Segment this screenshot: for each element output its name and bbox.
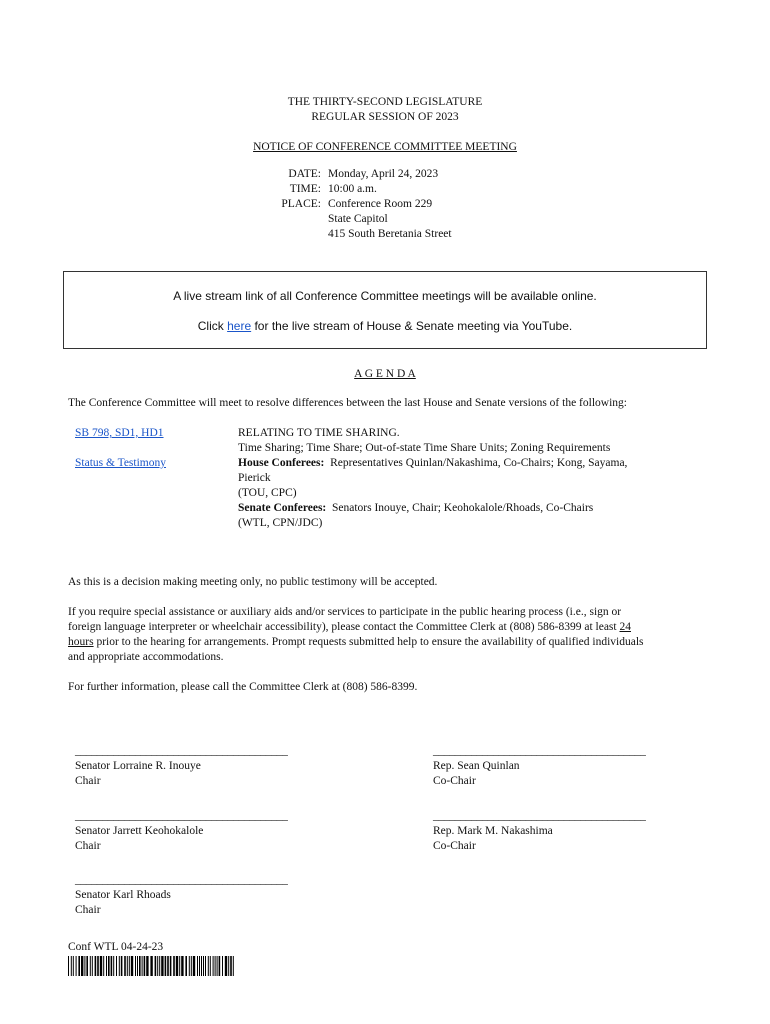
agenda-title: A G E N D A bbox=[354, 368, 416, 380]
signer-role: Co-Chair bbox=[433, 775, 476, 787]
notice-title bbox=[0, 140, 770, 155]
senate-conferees-label: Senate Conferees: bbox=[238, 502, 327, 514]
signer-role: Co-Chair bbox=[433, 840, 476, 852]
agenda-heading bbox=[0, 367, 770, 382]
assist-line-3-text: prior to the hearing for arrangements. Prompt requests submitted help to ensure the availability of qualified individuals bbox=[93, 636, 644, 648]
signature-block-keohokalole bbox=[75, 809, 288, 854]
house-conferees-line bbox=[238, 456, 718, 471]
assist-line-1: If you require special assistance or auxiliary aids and/or services to participate in the public hearing process (i.e., sign or bbox=[68, 606, 622, 618]
barcode-icon bbox=[68, 956, 234, 976]
house-conferees-text: Representatives Quinlan/Nakashima, Co-Chairs; Kong, Sayama, bbox=[330, 457, 628, 469]
livestream-click-line bbox=[64, 319, 706, 334]
signature-line: _______________________________________ bbox=[433, 745, 646, 757]
session-title: REGULAR SESSION OF 2023 bbox=[311, 111, 459, 123]
signer-role: Chair bbox=[75, 840, 101, 852]
meeting-details bbox=[0, 167, 770, 242]
place-label: PLACE: bbox=[281, 198, 321, 210]
bill-topics: Time Sharing; Time Share; Out-of-state Time Share Units; Zoning Requirements bbox=[238, 442, 611, 454]
livestream-notice-box bbox=[63, 271, 707, 349]
time-label: TIME: bbox=[289, 183, 321, 195]
click-suffix: for the live stream of House & Senate meeting via YouTube. bbox=[251, 319, 573, 333]
assist-line-2-text: foreign language interpreter or wheelchair accessibility), please contact the Committee Clerk at (808) 586-8399 at least bbox=[68, 621, 620, 633]
senate-committees: (WTL, CPN/JDC) bbox=[238, 517, 323, 529]
livestream-line: A live stream link of all Conference Committee meetings will be available online. bbox=[173, 289, 597, 303]
signer-name: Senator Jarrett Keohokalole bbox=[75, 825, 204, 837]
signature-line: _______________________________________ bbox=[433, 810, 646, 822]
signature-line: _______________________________________ bbox=[75, 745, 288, 757]
house-committees: (TOU, CPC) bbox=[238, 487, 297, 499]
assist-line-4: and appropriate accommodations. bbox=[68, 651, 224, 663]
time-value: 10:00 a.m. bbox=[328, 183, 377, 195]
agenda-intro: The Conference Committee will meet to resolve differences between the last House and Senate versions of the following: bbox=[68, 397, 627, 409]
signer-name: Senator Karl Rhoads bbox=[75, 889, 171, 901]
click-prefix: Click bbox=[197, 319, 228, 333]
place-line-1: Conference Room 229 bbox=[328, 198, 433, 210]
livestream-here-link[interactable]: here bbox=[227, 319, 252, 333]
notice-title-text: NOTICE OF CONFERENCE COMMITTEE MEETING bbox=[253, 141, 517, 153]
signature-line: _______________________________________ bbox=[75, 810, 288, 822]
assistance-note bbox=[68, 605, 758, 665]
signature-block-inouye bbox=[75, 744, 288, 789]
status-testimony-link[interactable]: Status & Testimony bbox=[75, 457, 166, 469]
signer-role: Chair bbox=[75, 904, 101, 916]
date-value: Monday, April 24, 2023 bbox=[328, 168, 439, 180]
house-conferees-text-cont: Pierick bbox=[238, 472, 271, 484]
bill-link[interactable]: SB 798, SD1, HD1 bbox=[75, 427, 164, 439]
place-line-3: 415 South Beretania Street bbox=[328, 228, 452, 240]
document-code: Conf WTL 04-24-23 bbox=[68, 941, 164, 953]
decision-note: As this is a decision making meeting only, no public testimony will be accepted. bbox=[68, 576, 438, 588]
signature-block-rhoads bbox=[75, 873, 288, 918]
assist-line-2 bbox=[68, 620, 758, 635]
assist-hours-word: hours bbox=[68, 636, 94, 648]
house-conferees-label: House Conferees: bbox=[238, 457, 325, 469]
senate-conferees-line bbox=[238, 501, 718, 516]
bill-relating: RELATING TO TIME SHARING. bbox=[238, 427, 400, 439]
assist-hours-number: 24 bbox=[619, 621, 631, 633]
senate-conferees-text: Senators Inouye, Chair; Keohokalole/Rhoads, Co-Chairs bbox=[332, 502, 594, 514]
signature-line: _______________________________________ bbox=[75, 874, 288, 886]
signer-name: Senator Lorraine R. Inouye bbox=[75, 760, 201, 772]
assist-line-3 bbox=[68, 635, 758, 650]
place-line-2: State Capitol bbox=[328, 213, 388, 225]
signature-block-nakashima bbox=[433, 809, 646, 854]
signer-name: Rep. Sean Quinlan bbox=[433, 760, 520, 772]
bill-details bbox=[238, 426, 718, 531]
date-label: DATE: bbox=[288, 168, 321, 180]
signer-name: Rep. Mark M. Nakashima bbox=[433, 825, 553, 837]
legislature-title: THE THIRTY-SECOND LEGISLATURE bbox=[287, 96, 483, 108]
signature-block-quinlan bbox=[433, 744, 646, 789]
signer-role: Chair bbox=[75, 775, 101, 787]
further-info: For further information, please call the Committee Clerk at (808) 586-8399. bbox=[68, 681, 418, 693]
